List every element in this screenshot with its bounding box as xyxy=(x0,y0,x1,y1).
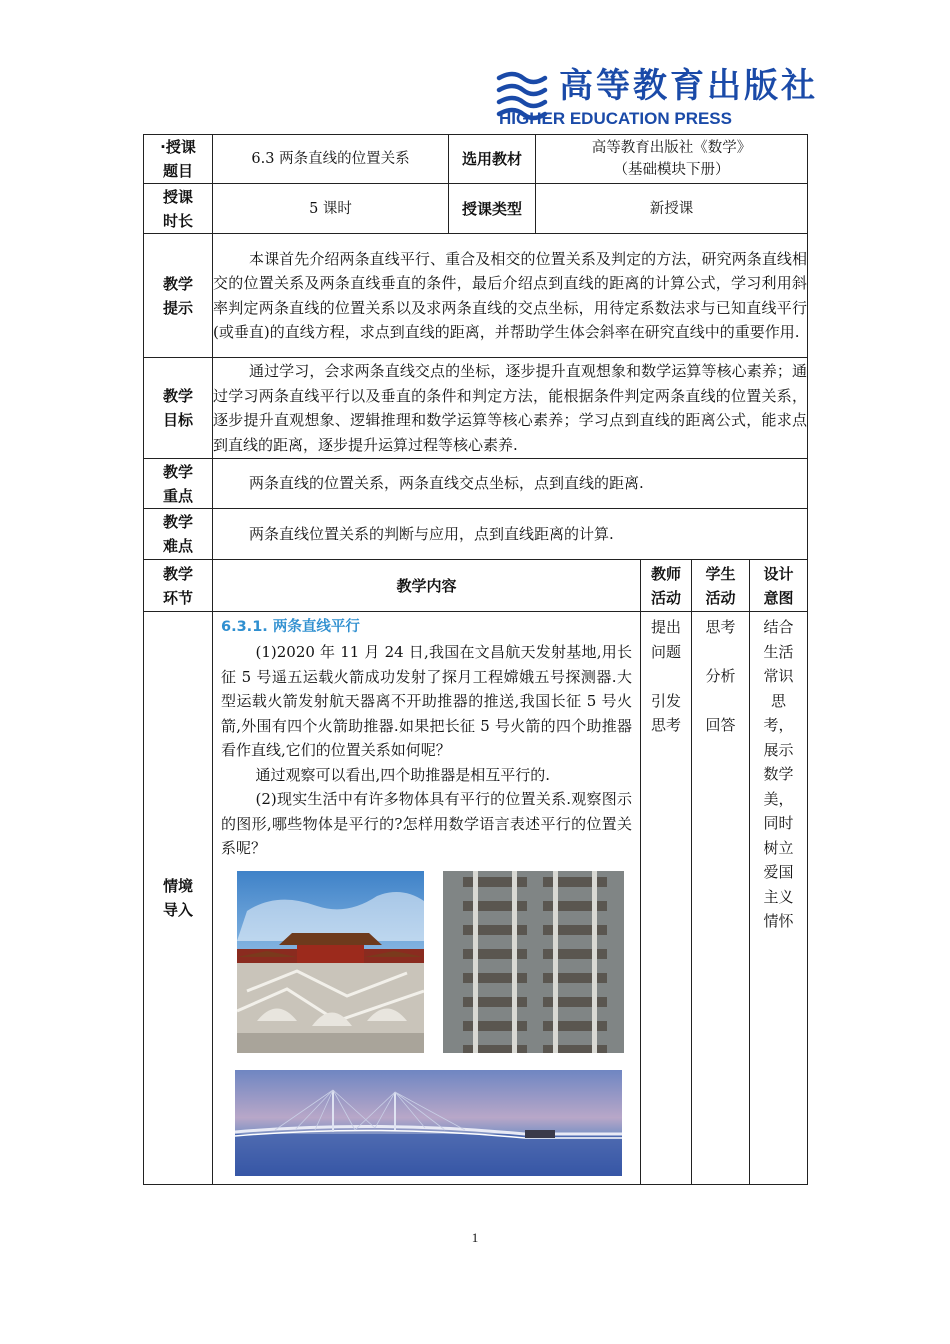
section-heading: 6.3.1. 两条直线平行 xyxy=(221,619,360,635)
stage-header: 教学 环节 xyxy=(144,560,213,612)
textbook-label: 选用教材 xyxy=(449,135,536,184)
goals-text: 通过学习，会求两条直线交点的坐标，逐步提升直观想象和数学运算等核心素养；通过学习两条直线平行以及垂直的条件和判定方法，能根据条件判定两条直线的位置关系，逐步提升直观想象、逻辑推理和数学运算等核心素养；学习点到直线的距离公式，能求点到直线的距离，逐步提升运算过程等核心素养. xyxy=(213,358,808,459)
teacher-activity-header: 教师 活动 xyxy=(641,560,692,612)
tips-text: 本课首先介绍两条直线平行、重合及相交的位置关系及判定的方法，研究两条直线相交的位置关系及两条直线垂直的条件，最后介绍点到直线的距离的计算公式，学习利用斜率判定两条直线的位置关系以及求两条直线的交点坐标，用待定系数法求与已知直线平行(或垂直)的直线方程，求点到直线的距离，并帮助学生体会斜率在研究直线中的重要作用. xyxy=(213,234,808,358)
railway-tracks-photo xyxy=(443,871,624,1053)
duration-label: 授课 时长 xyxy=(144,184,213,234)
textbook-value: 高等教育出版社《数学》 （基础模块下册） xyxy=(536,135,808,184)
publisher-logo xyxy=(493,66,818,128)
paragraph-3: (2)现实生活中有许多物体具有平行的位置关系.观察图示的图形,哪些物体是平行的?怎样用数学语言表述平行的位置关系呢？ xyxy=(221,790,632,857)
student-activity-header: 学生 活动 xyxy=(692,560,750,612)
lesson-type-value: 新授课 xyxy=(536,184,808,234)
row-tips xyxy=(144,234,808,358)
design-intent: 结合 生活 常识 思 考， 展示 数学 美， 同时 树立 爱国 主义 情怀 xyxy=(750,612,808,1185)
bridge-photo xyxy=(235,1070,622,1176)
student-activity: 思考 分析 回答 xyxy=(692,612,750,1185)
row-header xyxy=(144,560,808,612)
topic-label: ·授课 题目 xyxy=(144,135,213,184)
row-key xyxy=(144,459,808,509)
logo-chinese-name: 高等教育出版社 xyxy=(559,66,818,106)
page-number: 1 xyxy=(471,1230,479,1245)
forbidden-city-photo xyxy=(237,871,424,1053)
paragraph-2: 通过观察可以看出,四个助推器是相互平行的. xyxy=(255,765,551,784)
topic-value: 6.3 两条直线的位置关系 xyxy=(213,135,449,184)
teacher-activity: 提出 问题 引发 思考 xyxy=(641,612,692,1185)
row-topic xyxy=(144,135,808,184)
row-difficulty xyxy=(144,509,808,560)
row-duration xyxy=(144,184,808,234)
tips-label: 教学 提示 xyxy=(144,234,213,358)
design-intent-header: 设计 意图 xyxy=(750,560,808,612)
difficulty-label: 教学 难点 xyxy=(144,509,213,560)
row-goals xyxy=(144,358,808,459)
logo-english-name: HIGHER EDUCATION PRESS xyxy=(499,109,732,128)
duration-value: 5 课时 xyxy=(213,184,449,234)
goals-label: 教学 目标 xyxy=(144,358,213,459)
intro-stage-label: 情境 导入 xyxy=(144,612,213,1185)
lesson-type-label: 授课类型 xyxy=(449,184,536,234)
key-text: 两条直线的位置关系，两条直线交点坐标，点到直线的距离. xyxy=(213,459,808,509)
difficulty-text: 两条直线位置关系的判断与应用，点到直线距离的计算. xyxy=(213,509,808,560)
content-header: 教学内容 xyxy=(213,560,641,612)
paragraph-1: (1)2020 年 11 月 24 日,我国在文昌航天发射基地,用长征 5 号遥五运载火箭成功发射了探月工程嫦娥五号探测器.大型运载火箭发射航天器离不开助推器的推送,我国长征 5 号火箭,外围有四个火箭助推器.如果把长征 5 号火箭的四个助推器看作直线,它们的位置关系如何呢？ xyxy=(221,643,632,759)
key-label: 教学 重点 xyxy=(144,459,213,509)
